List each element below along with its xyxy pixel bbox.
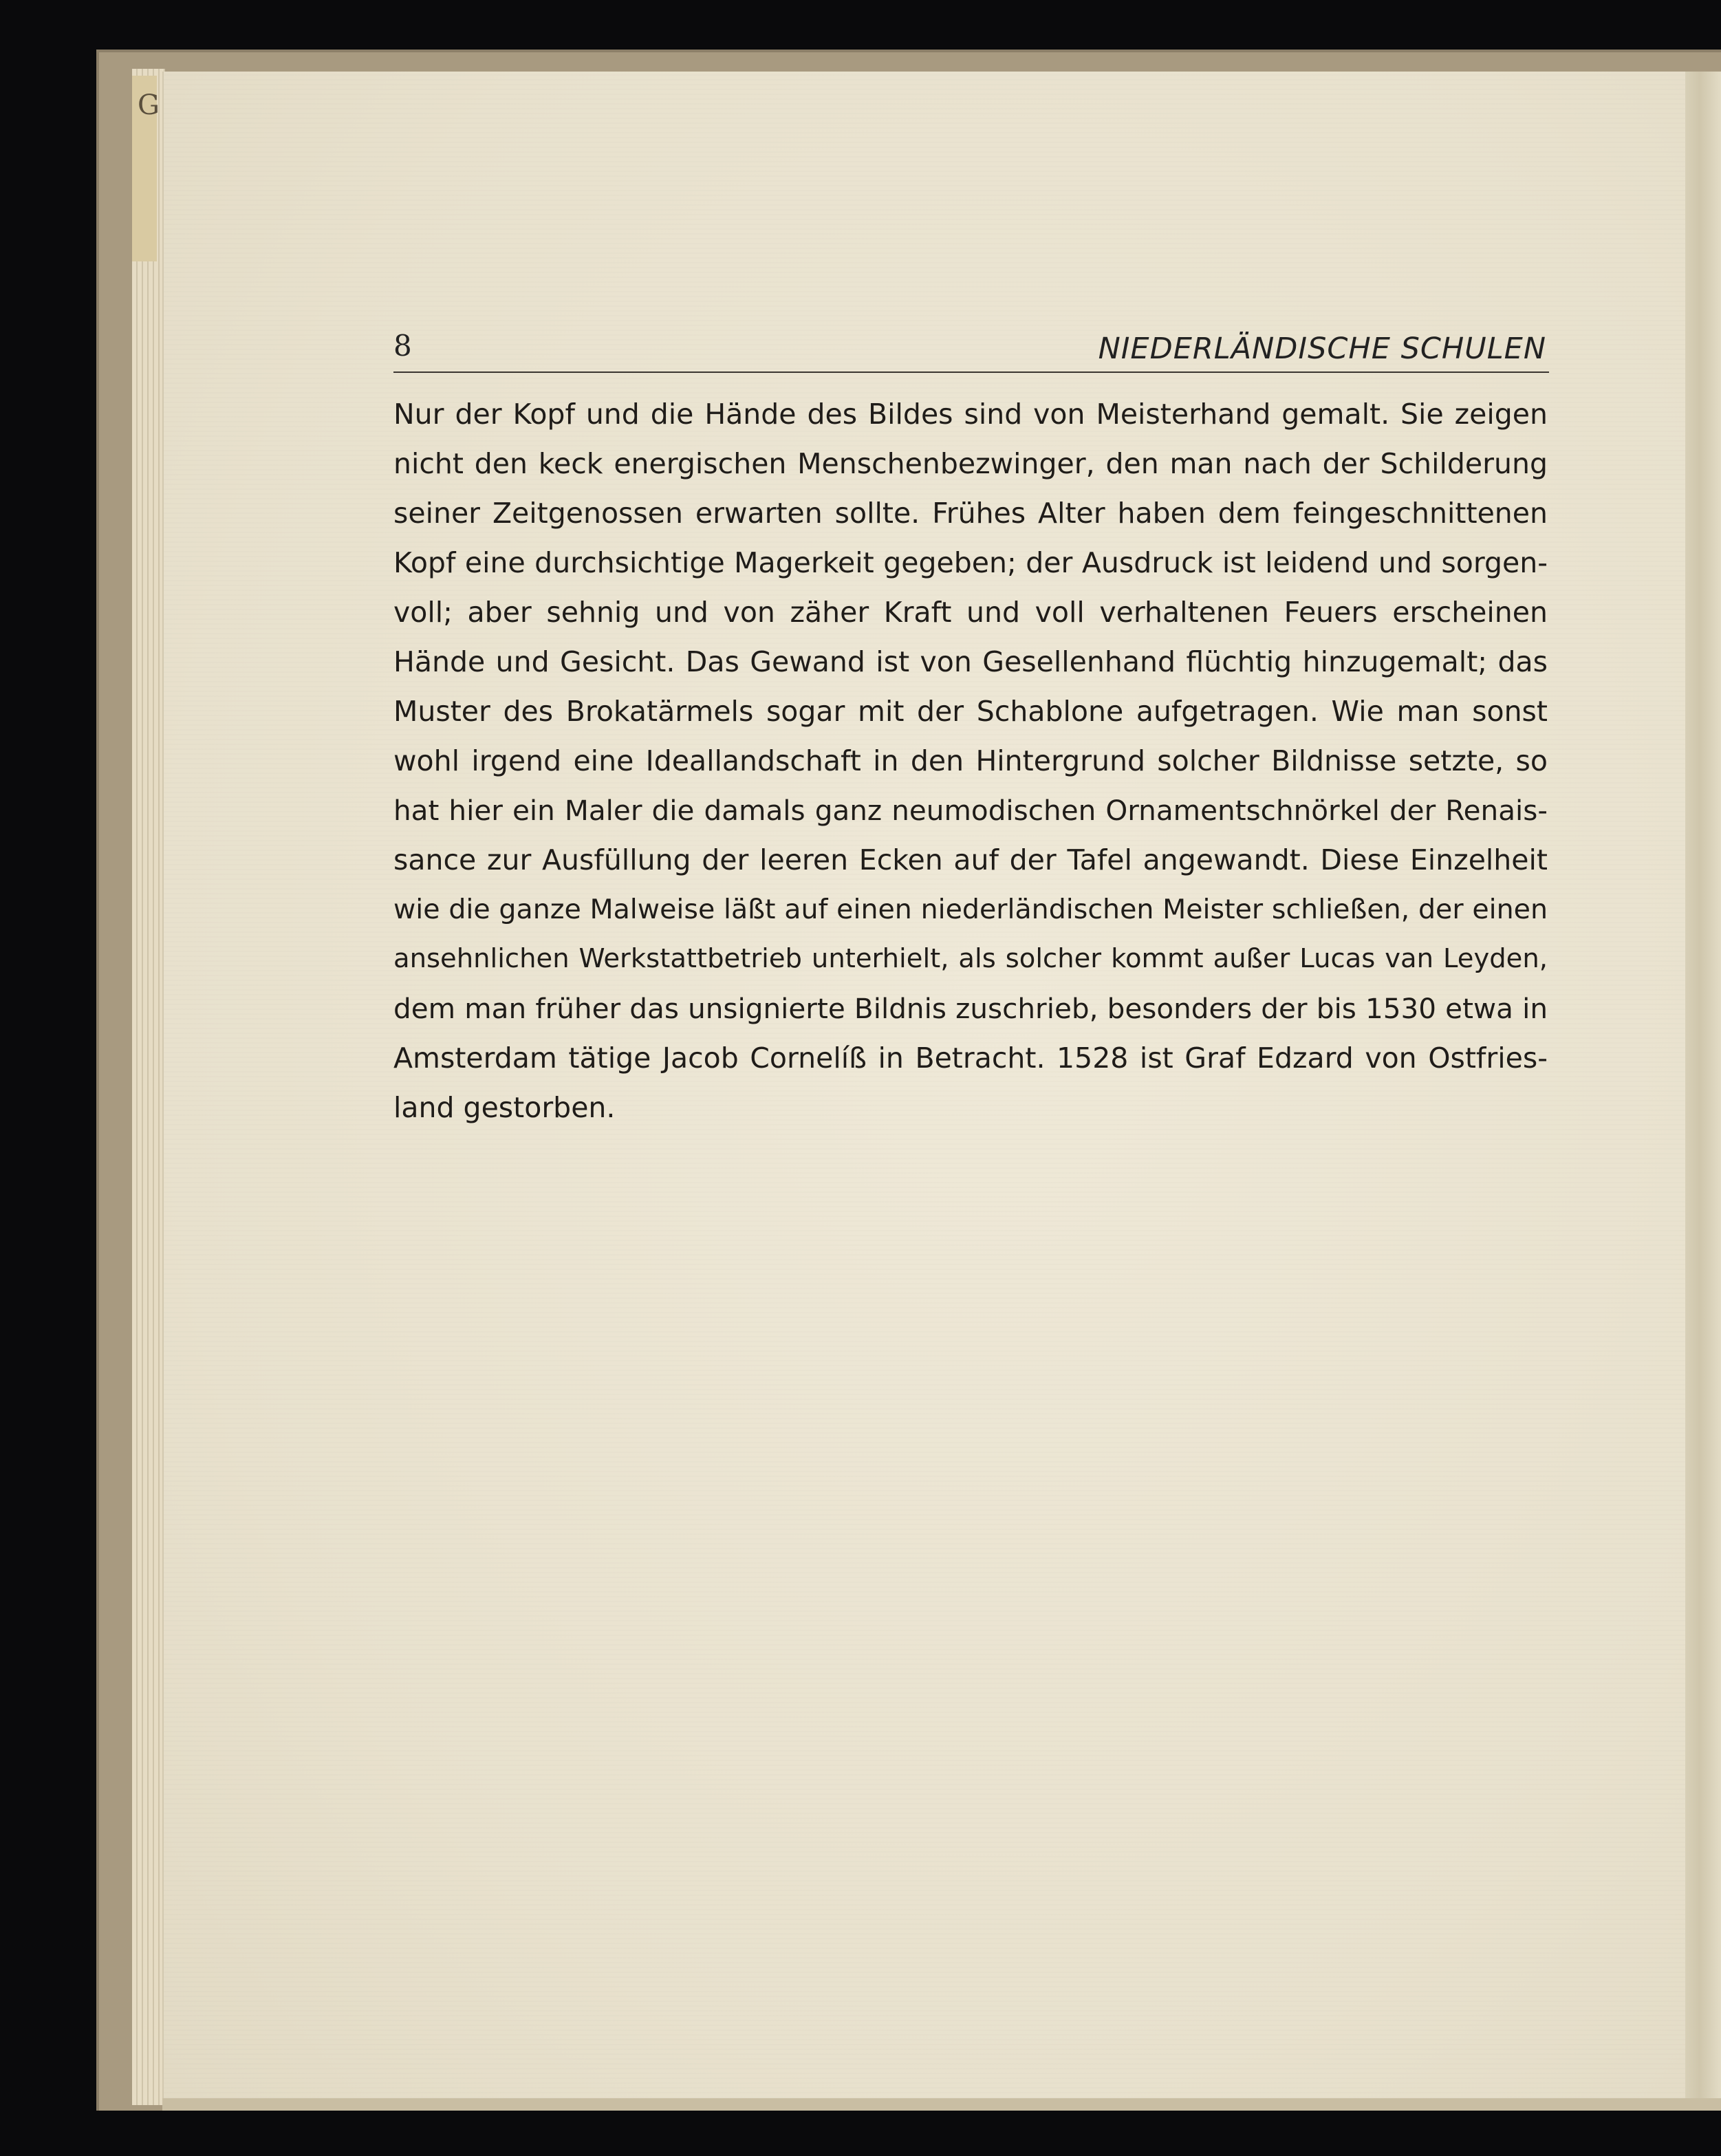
page-bottom-edge	[162, 2098, 1721, 2111]
running-header	[393, 329, 1549, 373]
running-title: NIEDERLÄNDISCHE SCHULEN	[1098, 332, 1546, 366]
text-line: Muster des Brokatärmels sogar mit der Schablone aufgetragen. Wie man sonst	[393, 695, 1548, 728]
text-line-last: land gestorben.	[393, 1091, 616, 1124]
text-line: Amsterdam tätige Jacob Cornelíß in Betracht. 1528 ist Graf Edzard von Ostfries-	[393, 1042, 1548, 1075]
page-gutter	[1685, 72, 1721, 2098]
text-line: voll; aber sehnig und von zäher Kraft und voll verhaltenen Feuers erscheinen	[393, 596, 1548, 629]
text-line: wie die ganze Malweise läßt auf einen niederländischen Meister schließen, der einen	[393, 894, 1548, 925]
text-line: Nur der Kopf und die Hände des Bildes sind von Meisterhand gemalt. Sie zeigen	[393, 398, 1548, 431]
text-line: wohl irgend eine Ideallandschaft in den Hintergrund solcher Bildnisse setzte, so	[393, 744, 1548, 777]
text-line: Hände und Gesicht. Das Gewand ist von Gesellenhand flüchtig hinzugemalt; das	[393, 645, 1548, 678]
text-line: dem man früher das unsignierte Bildnis zuschrieb, besonders der bis 1530 etwa in	[393, 992, 1548, 1025]
body-paragraph	[393, 389, 1548, 1132]
text-line: seiner Zeitgenossen erwarten sollte. Frühes Alter haben dem feingeschnittenen	[393, 497, 1548, 530]
text-line: nicht den keck energischen Menschenbezwinger, den man nach der Schilderung	[393, 447, 1548, 480]
text-line: hat hier ein Maler die damals ganz neumodischen Ornamentschnörkel der Renais-	[393, 794, 1548, 827]
flyleaf-letter: G	[138, 89, 160, 121]
text-line: sance zur Ausfüllung der leeren Ecken auf der Tafel angewandt. Diese Einzelheit	[393, 843, 1548, 876]
page-edges	[132, 69, 165, 2105]
text-line: Kopf eine durchsichtige Magerkeit gegeben; der Ausdruck ist leidend und sorgen-	[393, 546, 1548, 579]
text-line: ansehnlichen Werkstattbetrieb unterhielt, als solcher kommt außer Lucas van Leyden,	[393, 943, 1548, 974]
page-number: 8	[393, 329, 412, 363]
